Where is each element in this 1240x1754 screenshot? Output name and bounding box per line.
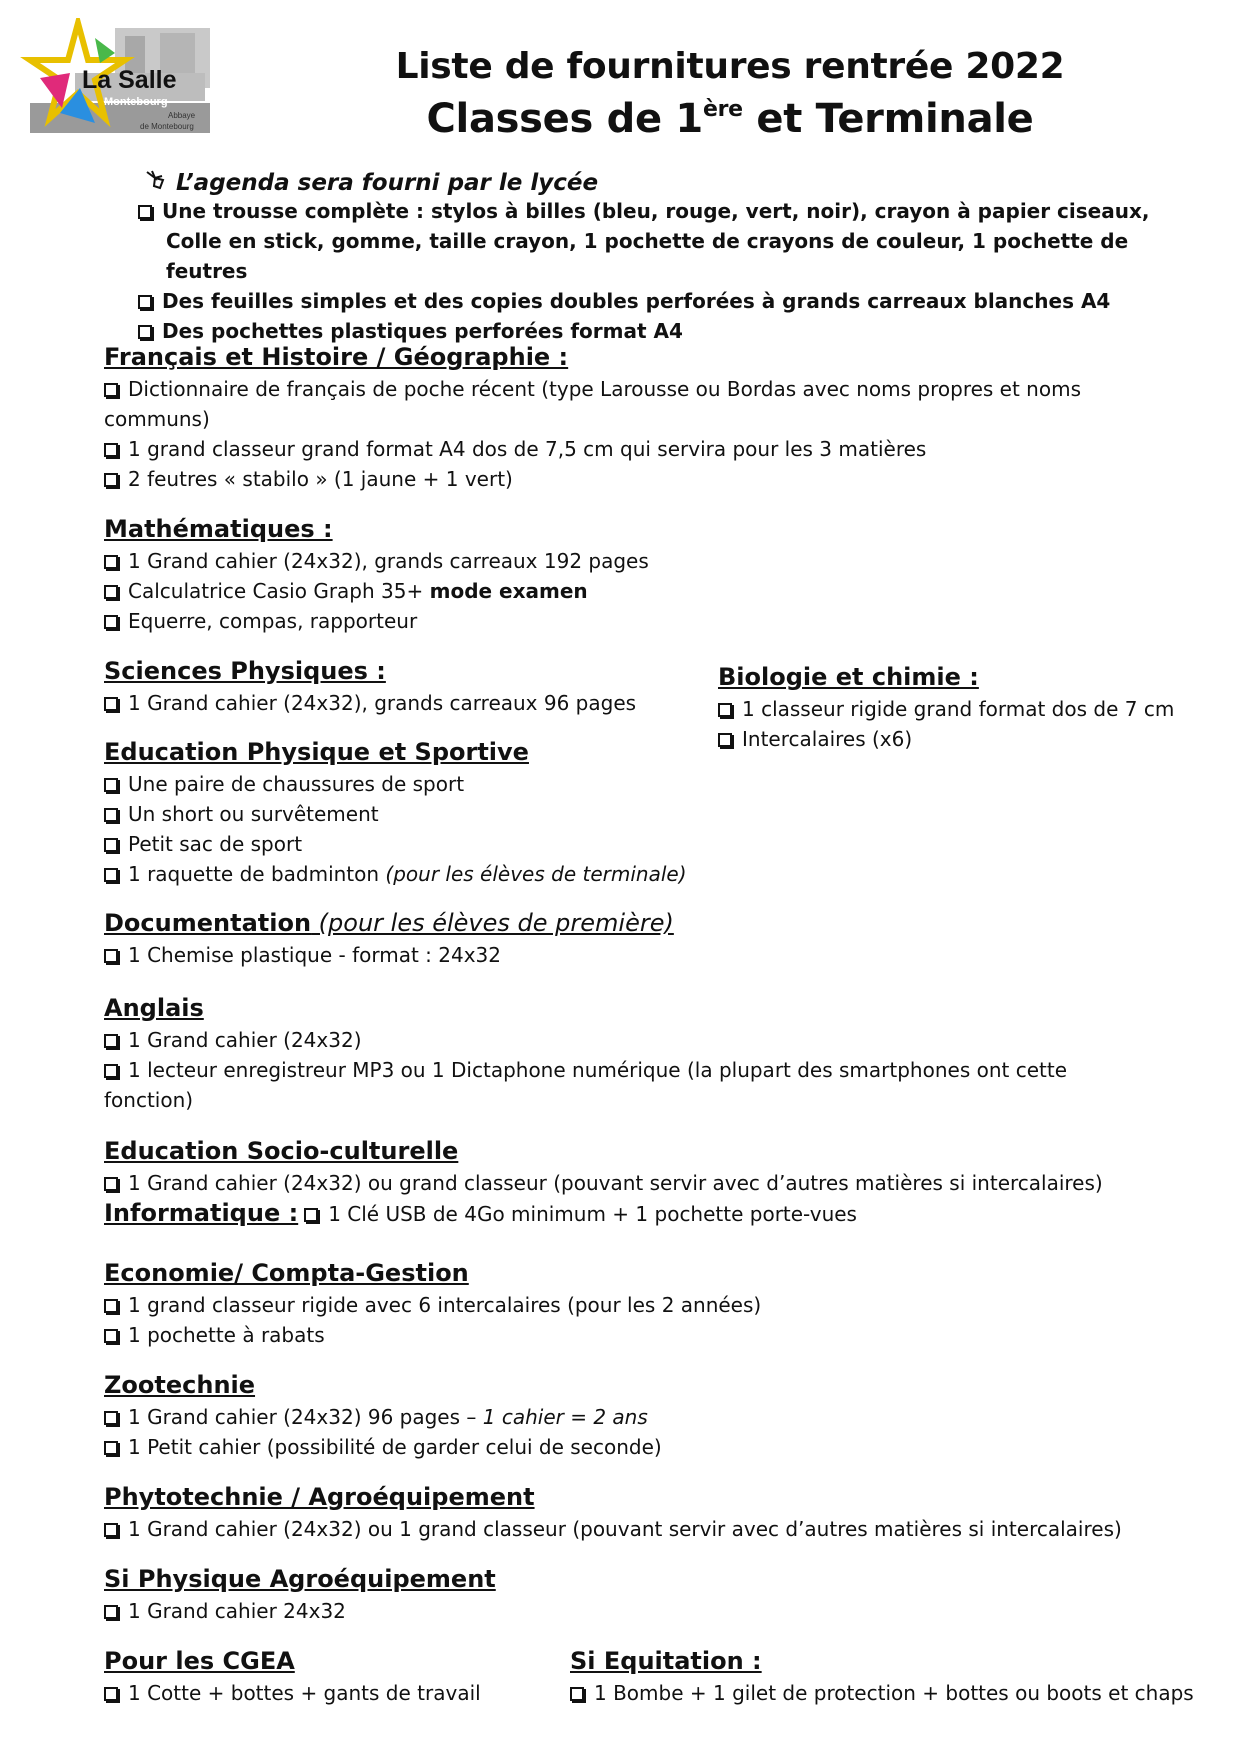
list-item: 1 Grand cahier (24x32), grands carreaux 96 pages <box>104 688 704 718</box>
checkbox-icon <box>138 325 152 339</box>
section-title: Informatique : <box>104 1199 299 1227</box>
checkbox-icon <box>104 1687 118 1701</box>
section-maths <box>104 512 1204 636</box>
section-economie <box>104 1256 1204 1350</box>
checkbox-icon <box>104 808 118 822</box>
list-item: 1 Grand cahier (24x32), grands carreaux 192 pages <box>104 546 1204 576</box>
list-item: 2 feutres « stabilo » (1 jaune + 1 vert) <box>104 464 1204 494</box>
checkbox-icon <box>104 1411 118 1425</box>
section-eps <box>104 735 1204 889</box>
list-item: Une paire de chaussures de sport <box>104 769 1204 799</box>
logo-caption: Abbaye <box>168 111 196 120</box>
section-title: Si Equitation : <box>570 1647 762 1675</box>
section-title: Education Socio-culturelle <box>104 1137 459 1165</box>
list-item: 1 raquette de badminton (pour les élèves de terminale) <box>104 859 1204 889</box>
list-item: Des feuilles simples et des copies doubles perforées à grands carreaux blanches A4 <box>138 286 1198 316</box>
section-title: Biologie et chimie : <box>718 663 979 691</box>
checkbox-icon <box>104 1523 118 1537</box>
checkbox-icon <box>104 1605 118 1619</box>
list-item: 1 Cotte + bottes + gants de travail <box>104 1678 564 1708</box>
logo-subtext: Montebourg <box>104 96 168 108</box>
general-supplies <box>138 168 1198 346</box>
list-item: 1 Grand cahier 24x32 <box>104 1596 1204 1626</box>
checkbox-icon <box>104 1064 118 1078</box>
list-item-continuation: fonction) <box>104 1088 194 1112</box>
checkbox-icon <box>104 838 118 852</box>
checkbox-icon <box>304 1208 318 1222</box>
list-item: Intercalaires (x6) <box>718 724 1218 754</box>
list-item: 1 Petit cahier (possibilité de garder celui de seconde) <box>104 1432 1204 1462</box>
section-phytotechnie <box>104 1480 1204 1544</box>
list-item: 1 Grand cahier (24x32) 96 pages – 1 cahier = 2 ans <box>104 1402 1204 1432</box>
section-title: Education Physique et Sportive <box>104 738 529 766</box>
section-title: Pour les CGEA <box>104 1647 295 1675</box>
agenda-note: L’agenda sera fourni par le lycée <box>138 168 1198 196</box>
section-sciences <box>104 654 704 718</box>
checkbox-icon <box>718 703 732 717</box>
section-informatique: Informatique : 1 Clé USB de 4Go minimum + 1 pochette porte-vues <box>104 1199 857 1227</box>
checkbox-icon <box>104 555 118 569</box>
section-cgea <box>104 1644 564 1708</box>
list-item: Equerre, compas, rapporteur <box>104 606 1204 636</box>
list-item: 1 Chemise plastique - format : 24x32 <box>104 940 1204 970</box>
section-francais <box>104 340 1204 494</box>
section-documentation <box>104 906 1204 970</box>
page-subtitle: Classes de 1ère et Terminale <box>426 96 1034 142</box>
list-item: 1 pochette à rabats <box>104 1320 1204 1350</box>
list-item: Calculatrice Casio Graph 35+ mode examen <box>104 576 1204 606</box>
checkbox-icon <box>104 615 118 629</box>
checkbox-icon <box>104 697 118 711</box>
section-si-physique <box>104 1562 1204 1626</box>
list-item-continuation: communs) <box>104 407 210 431</box>
checkbox-icon <box>104 868 118 882</box>
list-item: Petit sac de sport <box>104 829 1204 859</box>
checkbox-icon <box>104 473 118 487</box>
section-title: Mathématiques : <box>104 515 333 543</box>
section-zootechnie <box>104 1368 1204 1462</box>
checkbox-icon <box>104 1441 118 1455</box>
page-title: Liste de fournitures rentrée 2022 <box>395 46 1065 87</box>
checkbox-icon <box>104 1329 118 1343</box>
checkbox-icon <box>104 949 118 963</box>
list-item: 1 Grand cahier (24x32) ou grand classeur (pouvant servir avec d’autres matières si intercalaires) <box>104 1168 1204 1198</box>
logo-caption: de Montebourg <box>140 122 194 131</box>
list-item: Des pochettes plastiques perforées format A4 <box>138 316 1198 346</box>
section-title: Sciences Physiques : <box>104 657 386 685</box>
checkbox-icon <box>104 1177 118 1191</box>
section-equitation <box>570 1644 1220 1708</box>
list-item: 1 Bombe + 1 gilet de protection + bottes ou boots et chaps <box>570 1678 1220 1708</box>
checkbox-icon <box>138 295 152 309</box>
school-logo <box>20 18 220 143</box>
section-title: Phytotechnie / Agroéquipement <box>104 1483 535 1511</box>
pointing-hand-icon <box>144 168 168 196</box>
section-title: Documentation (pour les élèves de première) <box>104 909 674 937</box>
section-title: Anglais <box>104 994 204 1022</box>
checkbox-icon <box>104 383 118 397</box>
section-anglais <box>104 991 1204 1115</box>
checkbox-icon <box>104 443 118 457</box>
section-title: Français et Histoire / Géographie : <box>104 343 569 371</box>
list-item: Une trousse complète : stylos à billes (bleu, rouge, vert, noir), crayon à papier ciseaux, Colle en stick, gomme, taille crayon, 1 pochette de crayons de couleur, 1 pochette de feutres <box>138 196 1198 286</box>
checkbox-icon <box>570 1687 584 1701</box>
list-item: 1 Grand cahier (24x32) ou 1 grand classeur (pouvant servir avec d’autres matières si intercalaires) <box>104 1514 1204 1544</box>
list-item: Un short ou survêtement <box>104 799 1204 829</box>
section-title: Zootechnie <box>104 1371 256 1399</box>
section-esc <box>104 1134 1204 1229</box>
checkbox-icon <box>104 1299 118 1313</box>
list-item: 1 classeur rigide grand format dos de 7 cm <box>718 694 1218 724</box>
list-item: 1 Grand cahier (24x32) <box>104 1025 1204 1055</box>
checkbox-icon <box>104 778 118 792</box>
checkbox-icon <box>104 1034 118 1048</box>
list-item: Dictionnaire de français de poche récent (type Larousse ou Bordas avec noms propres et noms <box>104 374 1204 404</box>
checkbox-icon <box>138 205 152 219</box>
section-title: Si Physique Agroéquipement <box>104 1565 496 1593</box>
list-item: 1 lecteur enregistreur MP3 ou 1 Dictaphone numérique (la plupart des smartphones ont cette <box>104 1055 1204 1085</box>
section-title: Economie/ Compta-Gestion <box>104 1259 469 1287</box>
list-item: 1 grand classeur rigide avec 6 intercalaires (pour les 2 années) <box>104 1290 1204 1320</box>
logo-text: La Salle <box>82 66 177 94</box>
list-item: 1 grand classeur grand format A4 dos de 7,5 cm qui servira pour les 3 matières <box>104 434 1204 464</box>
checkbox-icon <box>104 585 118 599</box>
